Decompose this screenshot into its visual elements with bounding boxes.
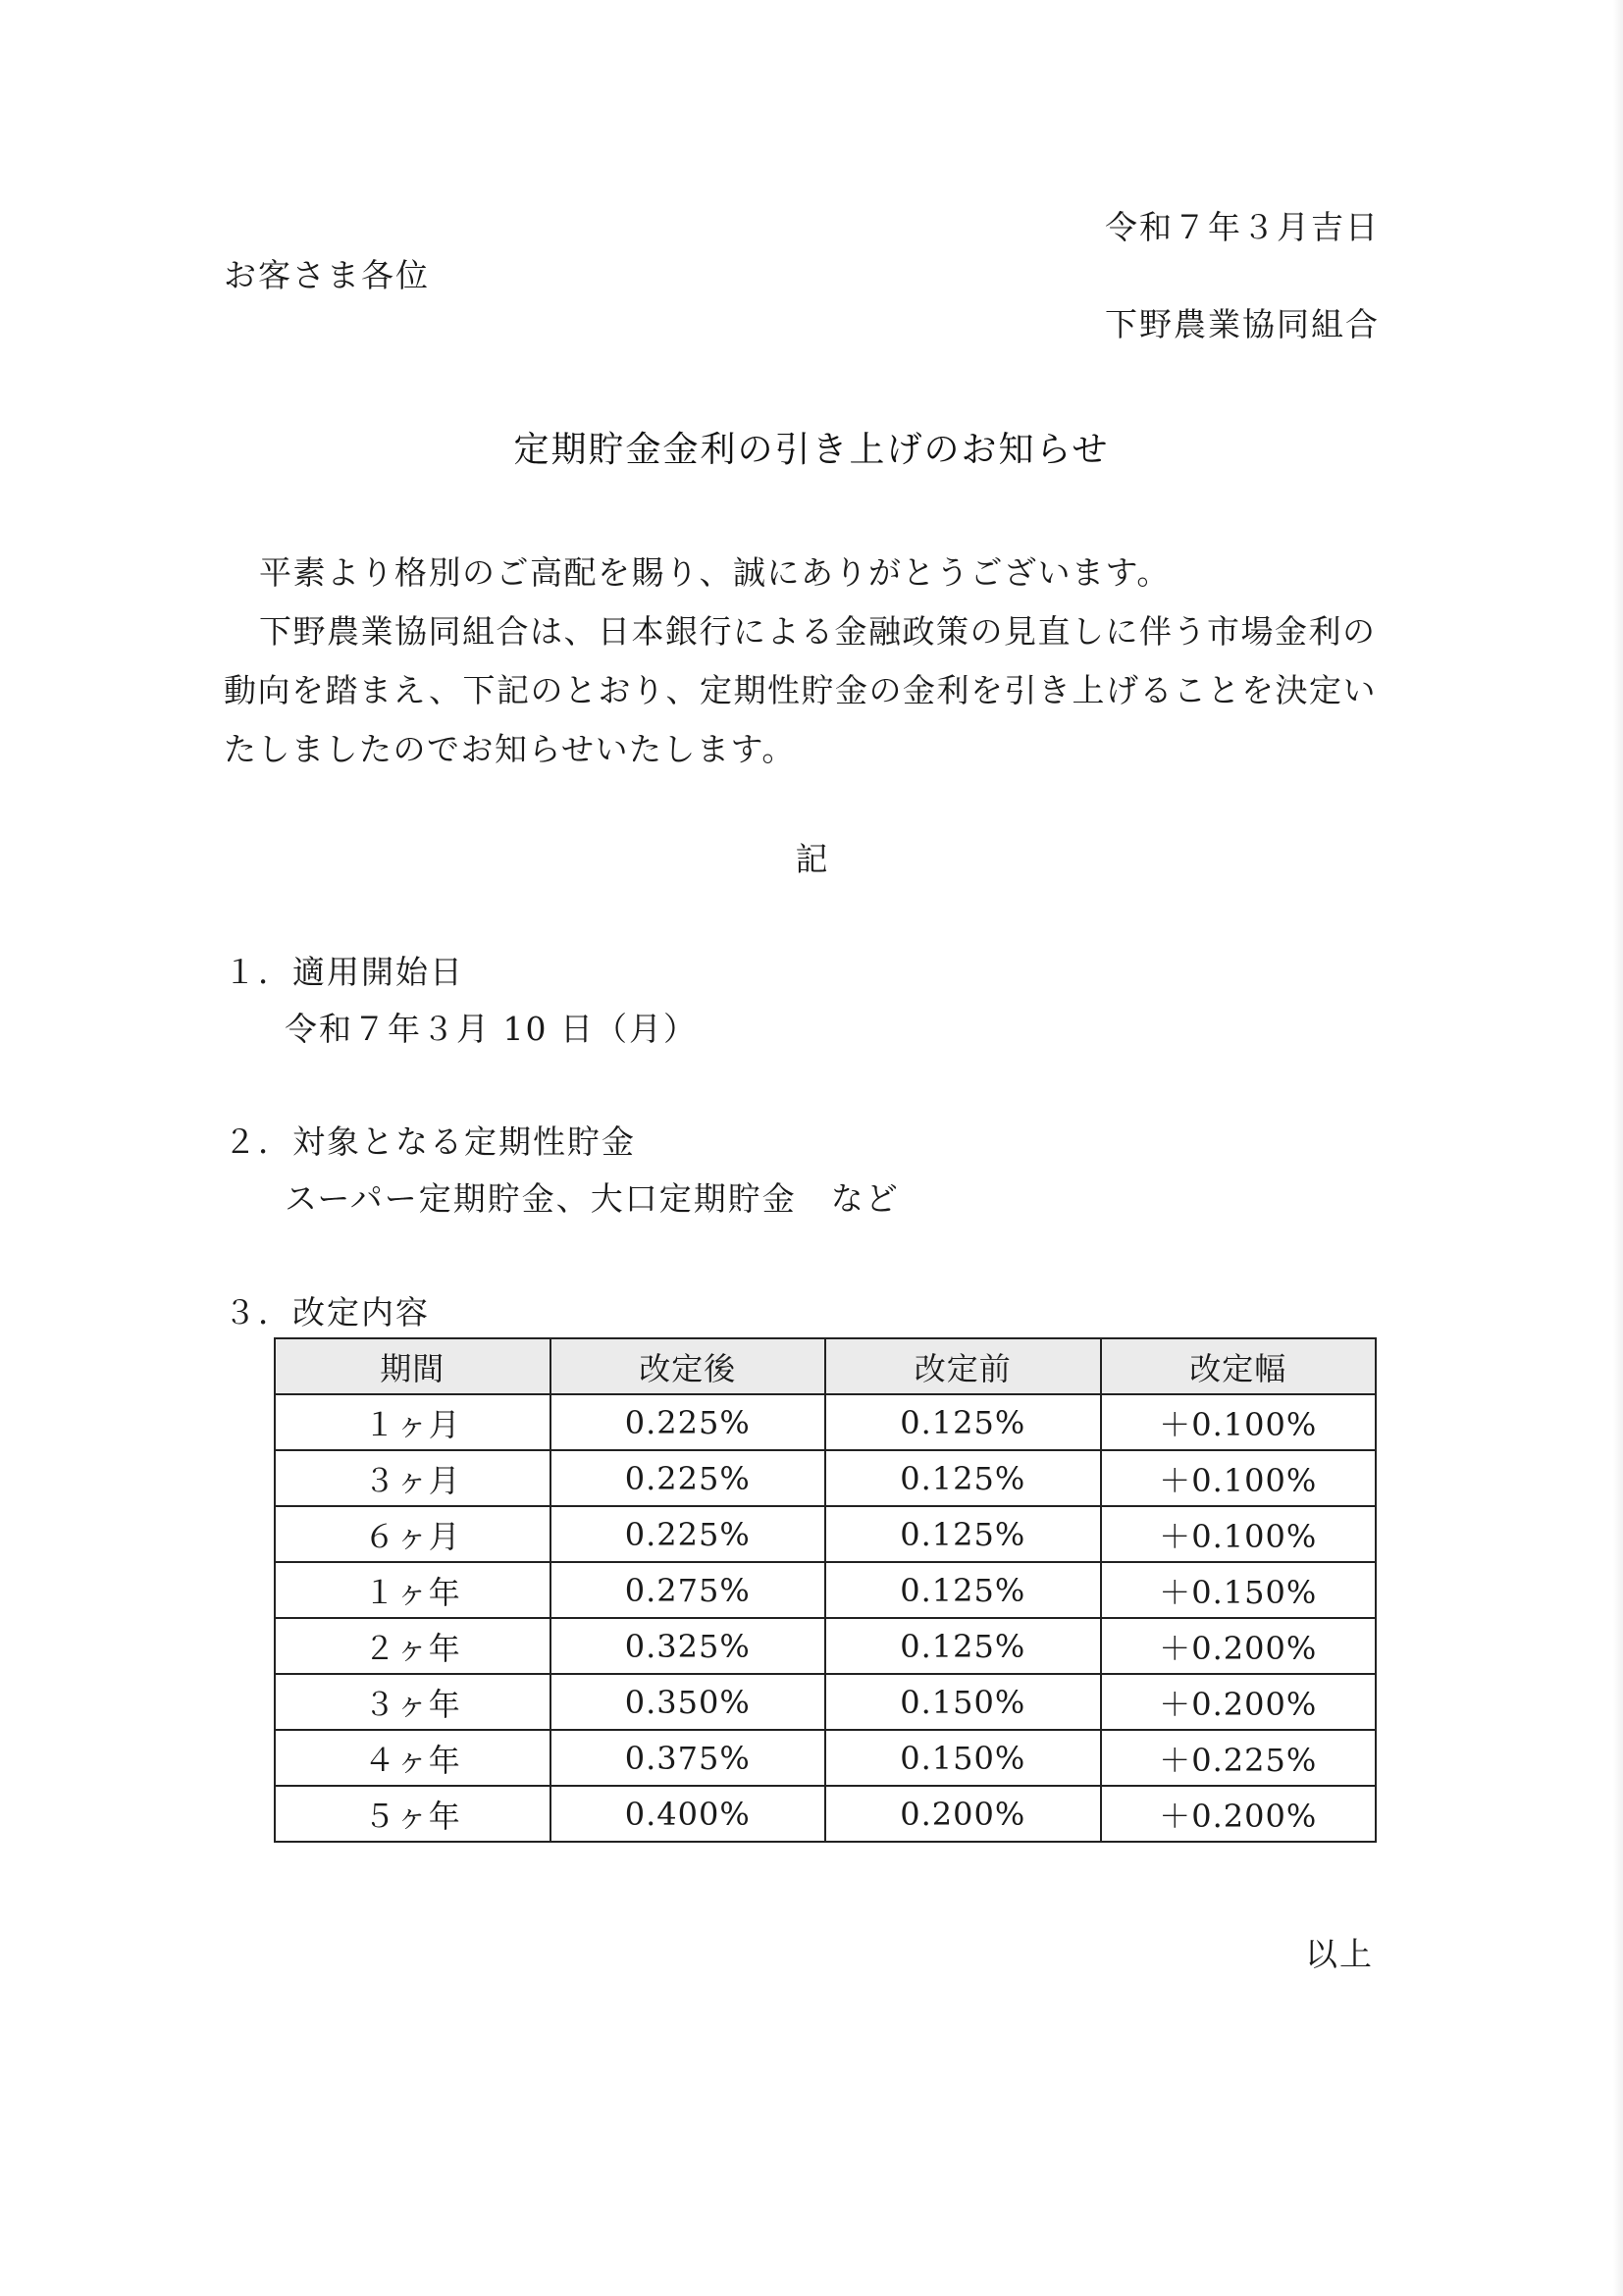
cell-after: 0.400% (550, 1786, 826, 1842)
header-change: 改定幅 (1101, 1338, 1377, 1394)
ki-heading: 記 (795, 840, 828, 878)
main-paragraph: 下野農業協同組合は、日本銀行による金融政策の見直しに伴う市場金利の動向を踏まえ、下記のとおり、定期性貯金の金利を引き上げることを決定いたしましたのでお知らせいたします。 (224, 612, 1377, 768)
table-row (275, 1506, 1376, 1562)
cell-before: 0.150% (825, 1674, 1101, 1730)
cell-change: ＋0.200% (1101, 1618, 1377, 1674)
table-row (275, 1394, 1376, 1450)
section-3-title: ３．改定内容 (224, 1293, 430, 1331)
cell-period: ５ヶ年 (275, 1786, 550, 1842)
cell-change: ＋0.100% (1101, 1394, 1377, 1450)
cell-after: 0.350% (550, 1674, 826, 1730)
cell-change: ＋0.200% (1101, 1674, 1377, 1730)
cell-before: 0.125% (825, 1562, 1101, 1618)
greeting-paragraph: 平素より格別のご高配を賜り、誠にありがとうございます。 (259, 553, 1171, 592)
header-before: 改定前 (825, 1338, 1101, 1394)
cell-after: 0.375% (550, 1730, 826, 1786)
recipient: お客さま各位 (224, 256, 430, 294)
cell-after: 0.225% (550, 1394, 826, 1450)
table-row (275, 1674, 1376, 1730)
cell-after: 0.225% (550, 1450, 826, 1506)
section-1-content: 令和７年３月 10 日（月） (285, 1010, 698, 1048)
table-row (275, 1562, 1376, 1618)
table-row (275, 1786, 1376, 1842)
section-2-content: スーパー定期貯金、大口定期貯金 など (285, 1179, 900, 1218)
cell-before: 0.150% (825, 1730, 1101, 1786)
header-after: 改定後 (550, 1338, 826, 1394)
cell-period: ６ヶ月 (275, 1506, 550, 1562)
cell-period: ３ヶ月 (275, 1450, 550, 1506)
page-edge-shadow (1613, 0, 1623, 2296)
sender-organization: 下野農業協同組合 (1105, 305, 1380, 343)
cell-before: 0.125% (825, 1450, 1101, 1506)
header-period: 期間 (275, 1338, 550, 1394)
cell-before: 0.125% (825, 1506, 1101, 1562)
body-text (224, 544, 1391, 779)
cell-before: 0.125% (825, 1394, 1101, 1450)
cell-after: 0.325% (550, 1618, 826, 1674)
cell-change: ＋0.200% (1101, 1786, 1377, 1842)
section-2-title: ２．対象となる定期性貯金 (224, 1122, 636, 1161)
issue-date: 令和７年３月吉日 (1105, 208, 1380, 246)
table-row (275, 1450, 1376, 1506)
cell-change: ＋0.100% (1101, 1506, 1377, 1562)
table-header-row (275, 1338, 1376, 1394)
cell-period: ２ヶ年 (275, 1618, 550, 1674)
section-1-title: １．適用開始日 (224, 953, 464, 991)
table-row (275, 1730, 1376, 1786)
cell-period: １ヶ年 (275, 1562, 550, 1618)
cell-after: 0.275% (550, 1562, 826, 1618)
cell-before: 0.200% (825, 1786, 1101, 1842)
table-row (275, 1618, 1376, 1674)
cell-period: ３ヶ年 (275, 1674, 550, 1730)
cell-before: 0.125% (825, 1618, 1101, 1674)
cell-change: ＋0.150% (1101, 1562, 1377, 1618)
cell-after: 0.225% (550, 1506, 826, 1562)
cell-change: ＋0.100% (1101, 1450, 1377, 1506)
document-title: 定期貯金金利の引き上げのお知らせ (513, 430, 1110, 470)
cell-period: １ヶ月 (275, 1394, 550, 1450)
cell-period: ４ヶ年 (275, 1730, 550, 1786)
interest-rate-table (274, 1337, 1377, 1843)
closing-remark: 以上 (1305, 1935, 1374, 1973)
cell-change: ＋0.225% (1101, 1730, 1377, 1786)
